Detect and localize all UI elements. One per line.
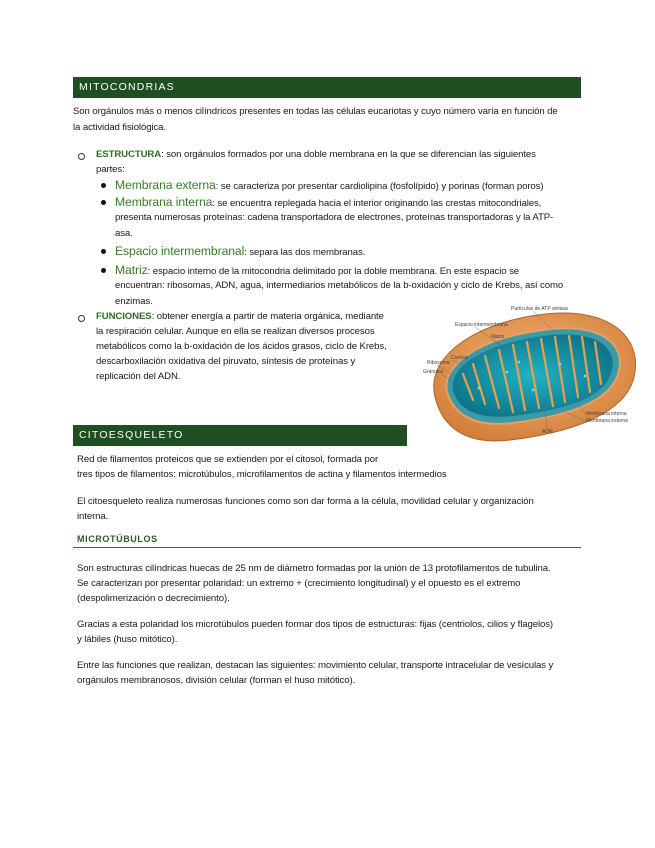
- term-membrana-interna: Membrana interna: [115, 195, 213, 209]
- micro-p2-line-2: y lábiles (huso mitótico).: [77, 634, 178, 645]
- item-espacio-intermembranal: [115, 243, 365, 261]
- estructura-line-2: partes:: [96, 164, 125, 175]
- bullet-dot-icon: [101, 249, 106, 254]
- funciones-text: : obtener energía a partir de materia orgánica, mediante: [151, 311, 384, 322]
- funciones-line-3: metabólicos como la b-oxidación de los ácidos grasos, ciclo de Krebs,: [96, 341, 387, 352]
- circle-bullet-icon: [78, 153, 85, 160]
- mito-intro-line-1: Son orgánulos más o menos cilíndricos presentes en todas las células eucariotas y cuyo número varía en función de: [73, 106, 558, 117]
- micro-p1-line-1: Son estructuras cilíndricas huecas de 25 nm de diámetro formadas por la unión de 13 protofilamentos de tubulina.: [77, 563, 551, 574]
- funciones-line-1: [96, 309, 384, 325]
- mito-intro-line-2: la actividad fisiológica.: [73, 122, 166, 133]
- micro-p3-line-1: Entre las funciones que realizan, destacan las siguientes: movimiento celular, transporte intracelular de vesículas y: [77, 660, 554, 671]
- mitochondria-illustration: [415, 302, 640, 450]
- label-ribosoma: Ribosoma: [427, 360, 450, 366]
- cito-p1-line-1: Red de filamentos proteicos que se extienden por el citosol, formada por: [77, 454, 379, 465]
- matriz-line-2: encuentran: ribosomas, ADN, agua, intermediarios metabólicos de la b-oxidación y ciclo de Krebs, así como: [115, 280, 564, 291]
- micro-p2-line-1: Gracias a esta polaridad los microtúbulos pueden formar dos tipos de estructuras: fijas (centriolos, cilios y flagelos): [77, 619, 554, 630]
- matriz-line-3: enzimas.: [115, 296, 153, 307]
- label-matriz: Matriz: [491, 334, 505, 340]
- circle-bullet-icon: [78, 315, 85, 322]
- cito-p2-line-1: El citoesqueleto realiza numerosas funciones como son dar forma a la célula, movilidad celular y organización: [77, 496, 534, 507]
- label-membrana-externa: Membrana externa: [586, 418, 628, 424]
- estructura-text: : son orgánulos formados por una doble membrana en la que se diferencian las siguientes: [161, 149, 536, 160]
- micro-p1-line-3: (despolimerización o decrecimiento).: [77, 593, 230, 604]
- cito-p1-line-2: tres tipos de filamentos: microtúbulos, microfilamentos de actina y filamentos intermedios: [77, 469, 447, 480]
- funciones-line-4: descarboxilación oxidativa del piruvato, síntesis de proteínas y: [96, 356, 356, 367]
- funciones-line-2: la respiración celular. Aunque en ella se realizan diversos procesos: [96, 326, 375, 337]
- membrana-interna-line-3: asa.: [115, 228, 133, 239]
- section-heading-citoesqueleto: CITOESQUELETO: [73, 425, 407, 446]
- label-espacio-intermembrana: Espacio intermembrana: [455, 322, 508, 328]
- bullet-dot-icon: [101, 268, 106, 273]
- estructura-line-1: [96, 147, 536, 163]
- funciones-label: FUNCIONES: [96, 311, 152, 322]
- term-espacio-intermembranal: Espacio intermembranal: [115, 244, 245, 258]
- cito-p2-line-2: interna.: [77, 511, 109, 522]
- micro-p1-line-2: Se caracterizan por presentar polaridad: un extremo + (crecimiento longitudinal) y el opuesto es el extremo: [77, 578, 521, 589]
- subheading-microtubulos: [73, 533, 581, 548]
- label-membrana-interna: Membrana interna: [586, 411, 627, 417]
- micro-p3-line-2: orgánulos membranosos, división celular (forman el huso mitótico).: [77, 675, 356, 686]
- term-matriz: Matriz: [115, 263, 148, 277]
- bullet-dot-icon: [101, 200, 106, 205]
- membrana-interna-text: : se encuentra replegada hacia el interior originando las crestas mitocondriales,: [212, 198, 542, 209]
- label-crestas: Crestas: [451, 355, 469, 361]
- label-atp-sintasa: Partículas de ATP sintasa: [511, 306, 568, 312]
- item-membrana-externa: [115, 177, 543, 195]
- espacio-text: : separa las dos membranas.: [244, 247, 366, 258]
- term-membrana-externa: Membrana externa: [115, 178, 216, 192]
- section-heading-mitocondrias: MITOCONDRIAS: [73, 77, 581, 98]
- estructura-label: ESTRUCTURA: [96, 149, 162, 160]
- membrana-externa-text: : se caracteriza por presentar cardiolipina (fosfolípido) y porinas (forman poros): [215, 181, 544, 192]
- bullet-dot-icon: [101, 183, 106, 188]
- label-adn: ADN: [542, 429, 553, 435]
- matriz-text: : espacio interno de la mitocondria delimitado por la doble membrana. En este espacio se: [147, 266, 520, 277]
- membrana-interna-line-2: presenta numerosas proteínas: cadena transportadora de electrones, proteínas transportadoras y la ATP-: [115, 212, 554, 223]
- label-granulos: Gránulos: [423, 369, 444, 375]
- funciones-line-5: replicación del ADN.: [96, 371, 181, 382]
- microtubulos-heading-text: MICROTÚBULOS: [77, 534, 158, 544]
